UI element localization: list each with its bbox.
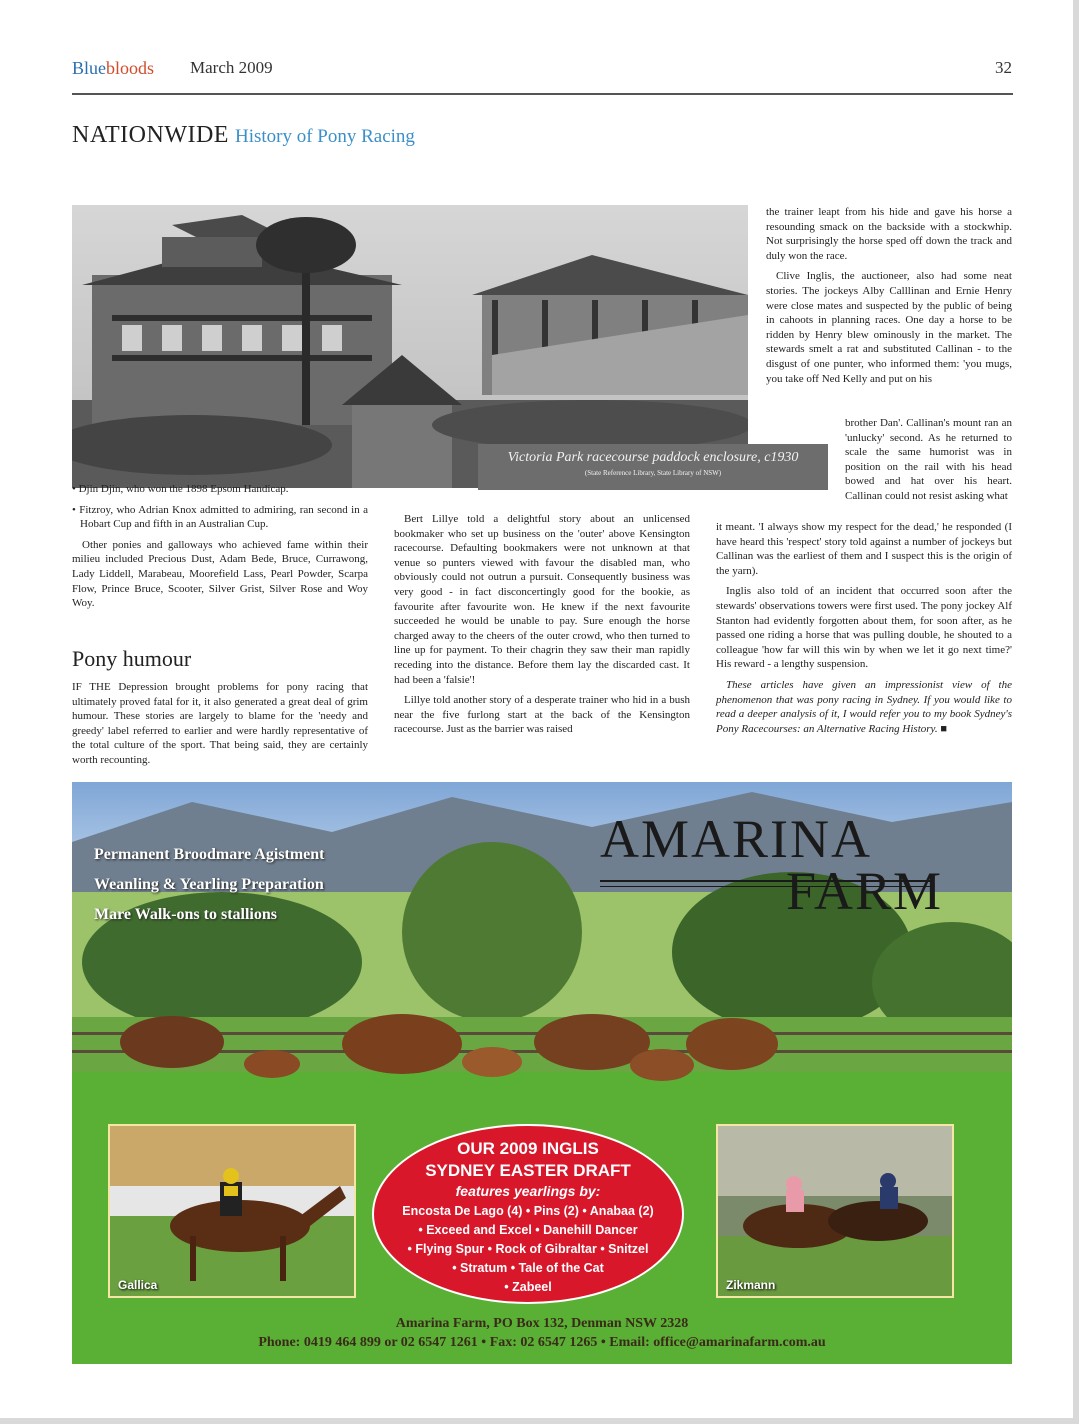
page-bottom-edge bbox=[0, 1418, 1079, 1424]
ad-address: Amarina Farm, PO Box 132, Denman NSW 2328 bbox=[395, 1316, 689, 1331]
column-3-top bbox=[766, 205, 1012, 392]
header-rule bbox=[72, 93, 1013, 95]
column-1-bottom bbox=[72, 680, 368, 774]
paragraph-stanton: Inglis also told of an incident that occurred soon after the stewards' observations towers were first used. The pony jockey Alf Stanton had evidently forgotten about them, for soon after, as he passed one riding a horse that was pulling double, he shouted to a colleague 'how far will this win by when we let it go next time?' His reward - a lengthy suspension. bbox=[716, 585, 1012, 671]
sire-line-1: Encosta De Lago (4) • Pins (2) • Anabaa (2) bbox=[402, 1204, 654, 1218]
section-name: NATIONWIDE bbox=[72, 122, 229, 148]
service-agistment: Permanent Broodmare Agistment bbox=[94, 846, 325, 863]
paragraph-inglis-part1: Clive Inglis, the auctioneer, also had some neat stories. The jockeys Alby Calllinan and Ernie Henry were close mates and suspected by the public of being in cahoots in planning races. One day a horse to be ridden by Henry blew ominously in the market. The stewards smelt a rat and substituted Callinan - to the disgust of one punter, who informed them: 'you mugs, you take off Ned Kelly and put on his bbox=[766, 270, 1012, 385]
bullet-fitzroy: • Fitzroy, who Adrian Knox admitted to admiring, ran second in a Hobart Cup and fifth in an Australian Cup. bbox=[72, 503, 368, 531]
caption-text: Victoria Park racecourse paddock enclosure, c1930 bbox=[507, 450, 799, 465]
paragraph-trainer: Lillye told another story of a desperate trainer who hid in a bush near the five furlong start at the back of the Kensington racecourse. Just as the barrier was raised bbox=[394, 694, 690, 736]
ad-contact: Phone: 0419 464 899 or 02 6547 1261 • Fax: 02 6547 1265 • Email: office@amarinafarm.com.au bbox=[258, 1335, 826, 1350]
bullet-djin-djin: • Djin Djin, who won the 1898 Epsom Handicap. bbox=[72, 483, 289, 495]
sire-line-3: • Flying Spur • Rock of Gibraltar • Snitzel bbox=[407, 1242, 649, 1256]
sire-line-4: • Stratum • Tale of the Cat bbox=[452, 1261, 604, 1275]
brand-bloods: bloods bbox=[106, 58, 155, 78]
page-number: 32 bbox=[995, 58, 1012, 77]
subheading-pony-humour: Pony humour bbox=[72, 646, 192, 671]
column-3-bottom bbox=[716, 520, 1012, 742]
caption-credit: (State Reference Library, State Library of NSW) bbox=[584, 469, 722, 477]
oval-title-line2: SYDNEY EASTER DRAFT bbox=[425, 1161, 631, 1180]
inset-photo-zikmann bbox=[716, 1124, 954, 1298]
issue-date: March 2009 bbox=[190, 58, 273, 77]
photo-caption bbox=[478, 444, 828, 490]
column-3-wrap bbox=[845, 416, 1012, 510]
service-preparation: Weanling & Yearling Preparation bbox=[94, 876, 324, 893]
paragraph-depression: IF THE Depression brought problems for pony racing that ultimately proved fatal for it, it also generated a great deal of grim humour. These stories are largely to blame for the 'needy and greedy' label referred to earlier and were hardly representative of the total culture of the sport. That being said, they are certainly worth recounting. bbox=[72, 681, 368, 766]
sire-line-5: • Zabeel bbox=[504, 1280, 552, 1294]
amarina-farm-advertisement bbox=[72, 782, 1012, 1364]
inset-label-gallica: Gallica bbox=[118, 1278, 158, 1292]
paragraph-stockwhip: the trainer leapt from his hide and gave his horse a resounding smack on the backside with a stockwhip. Not surprisingly the horse sped off down the track and duly won the race. bbox=[766, 206, 1012, 262]
inset-photo-gallica bbox=[108, 1124, 356, 1298]
amarina-farm-logo bbox=[600, 800, 944, 930]
section-title bbox=[72, 122, 415, 149]
service-walk-ons: Mare Walk-ons to stallions bbox=[94, 906, 277, 923]
paragraph-other-ponies: Other ponies and galloways who achieved fame within their milieu included Precious Dust, Adam Bede, Bruce, Currawong, Lady Liddell, Marabeau, Moorefield Lass, Pearl Powder, Scarpa Flow, Prince Bruce, Scooter, Silver Grist, Silver Rose and Woy Woy. bbox=[72, 538, 368, 610]
paragraph-inglis-part2: brother Dan'. Callinan's mount ran an 'unlucky' second. As he returned to scale the same humorist was in position on the rail with his head bowed and hat over his heart. Callinan could not resist asking what bbox=[845, 417, 1012, 502]
sire-line-2: • Exceed and Excel • Danehill Dancer bbox=[418, 1223, 638, 1237]
inset-label-zikmann: Zikmann bbox=[726, 1278, 776, 1292]
column-2 bbox=[394, 512, 690, 743]
logo-farm: FARM bbox=[786, 861, 944, 921]
column-1-top bbox=[72, 482, 368, 617]
paragraph-bookmaker: Bert Lillye told a delightful story about an unlicensed bookmaker who set up business on the 'outer' above Kensington racecourse. Defaulting bookmakers were not unknown at that venue so punters viewed with favour the disabled man, who obviously could not outrun a pursuit. Consequently business was very good - in fact disconcertingly good for the bookie, as favourite after favourite won. He knew if the next favourite succeeded he would be unable to pay. Sure enough the horse charged away to the cheers of the outer crowd, who then turned to line up for payment. To their chagrin they saw their man rapidly receding into the distance. Before them lay the discarded cast. It had been a 'falsie'! bbox=[394, 513, 690, 686]
magazine-brand bbox=[72, 58, 154, 79]
page-edge bbox=[1073, 0, 1079, 1424]
yearling-draft-oval bbox=[372, 1124, 684, 1304]
oval-title-line1: OUR 2009 INGLIS bbox=[457, 1139, 599, 1158]
section-subtitle: History of Pony Racing bbox=[234, 126, 415, 147]
racehorse-gallica-illustration bbox=[110, 1126, 354, 1296]
oval-subtitle: features yearlings by: bbox=[455, 1183, 601, 1199]
ad-contact-footer bbox=[72, 1314, 1012, 1352]
sire-list bbox=[374, 1202, 682, 1297]
racehorse-zikmann-illustration bbox=[718, 1126, 952, 1296]
paragraph-inglis-part3: it meant. 'I always show my respect for the dead,' he responded (I have heard this 'respect' story told against a number of jockeys but Callinan was the earliest of them and I suspect this is the origin of the yarn). bbox=[716, 521, 1012, 577]
logo-amarina: AMARINA bbox=[600, 809, 873, 869]
closing-note: These articles have given an impressionist view of the phenomenon that was pony racing in Sydney. If you would like to read a deeper analysis of it, I would refer you to my book Sydney's Pony Racecourses: an Alternative Racing History. ■ bbox=[716, 678, 1012, 735]
services-list bbox=[94, 840, 324, 930]
running-header bbox=[72, 58, 1012, 84]
brand-blue: Blue bbox=[72, 58, 106, 78]
